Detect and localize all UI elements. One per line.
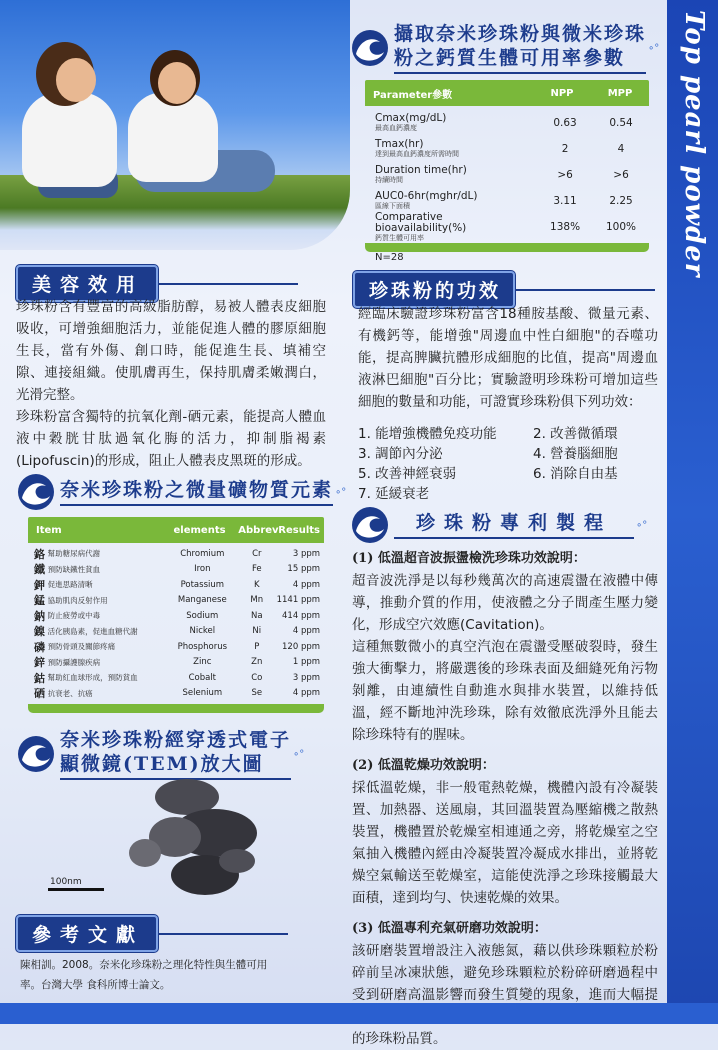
header-npp: NPP [550, 87, 574, 99]
mineral-row [34, 546, 320, 562]
mineral-row [34, 639, 320, 655]
mineral-element: Phosphorus [177, 641, 228, 652]
mineral-abbrev: Co [251, 672, 263, 683]
parameter-label-zh: 最高血鈣濃度 [375, 124, 417, 132]
patent-title: 珍珠粉專利製程 [394, 511, 634, 539]
mineral-abbrev: Na [250, 610, 263, 621]
parameter-row [375, 136, 649, 162]
mineral-abbrev: Zn [251, 657, 263, 668]
parameter-row [375, 162, 649, 188]
mineral-char: 硒 [34, 687, 45, 701]
mineral-abbrev: Se [251, 688, 263, 699]
parameter-name [375, 191, 537, 211]
header-item: Item [36, 524, 62, 536]
parameter-name [375, 212, 537, 243]
bioavail-title-line1: 攝取奈米珍珠粉與微米珍珠 [394, 23, 647, 45]
patent-step1-title: (1) 低溫超音波振盪檢洗珍珠功效說明： [352, 551, 586, 566]
mineral-result: 4 ppm [292, 626, 321, 637]
reference-line-2: 率。台灣大學 食科所博士論文。 [20, 979, 171, 991]
mineral-element: Manganese [177, 595, 227, 606]
reference-title: 參考文獻 [16, 915, 158, 952]
bioavail-title-line2: 粉之鈣質生體可用率參數 [394, 46, 646, 74]
mineral-element: Cobalt [188, 672, 217, 683]
mineral-abbrev: K [253, 579, 260, 590]
parameter-name [375, 139, 537, 159]
mineral-char: 鐵 [34, 563, 45, 577]
mineral-element: Nickel [189, 626, 216, 637]
patent-text [352, 548, 658, 1050]
mineral-benefit: 預防骨頭及關節疼痛 [47, 642, 116, 652]
function-item: 1. 能增強機體免疫功能 [358, 426, 497, 442]
function-item: 5. 改善神經衰弱 [358, 466, 457, 482]
mineral-result: 414 ppm [282, 610, 321, 621]
bioavail-table [365, 80, 649, 252]
mineral-char: 鉀 [34, 578, 45, 592]
function-item: 3. 調節內分泌 [358, 446, 443, 462]
reference-text [20, 955, 330, 995]
parameter-label-zh: 鈣質生體可用率 [375, 233, 424, 242]
sample-size-note: N=28 [375, 252, 404, 263]
mineral-element: Sodium [186, 610, 219, 621]
parameter-mpp-value: 0.54 [609, 117, 633, 129]
mineral-element: Selenium [182, 688, 223, 699]
functions-intro: 經臨床驗證珍珠粉富含18種胺基酸、微量元素、有機鈣等，能增強"周邊血中性白細胞"的吞噬功能，提高脾臟抗體形成細胞的比值，提高"周邊血液淋巴細胞"百分比；實驗證明珍珠粉可增加這些細胞的數量和功能，可證實珍珠粉俱下列功效： [358, 306, 658, 410]
mineral-row [34, 593, 320, 609]
mineral-abbrev: Mn [250, 595, 264, 606]
parameter-row [375, 110, 649, 136]
tem-title-line2: 顯微鏡(TEM)放大圖 [60, 752, 291, 780]
parameter-label: Cmax(mg/dL) [375, 112, 447, 124]
mineral-result: 15 ppm [287, 564, 321, 575]
bioavail-heading [350, 22, 659, 74]
parameter-mpp-value: >6 [613, 169, 629, 181]
beauty-text [16, 296, 326, 472]
mineral-abbrev: Fe [251, 564, 262, 575]
mineral-result: 4 ppm [292, 688, 321, 699]
mineral-result: 4 ppm [292, 579, 321, 590]
function-item: 6. 消除自由基 [533, 466, 618, 482]
reference-line-1: 陳相訓。2008。奈米化珍珠粉之理化特性與生體可用 [20, 959, 268, 971]
mineral-benefit: 活化胰島素，促進血糖代謝 [47, 626, 138, 636]
bottom-bar [0, 1003, 718, 1024]
function-item: 4. 營養腦細胞 [533, 446, 618, 462]
functions-title: 珍珠粉的功效 [353, 271, 515, 308]
mineral-row [34, 670, 320, 686]
parameter-label: Duration time(hr) [375, 164, 467, 176]
mineral-row [34, 686, 320, 702]
header-abbrev: Abbrev [238, 524, 279, 536]
mineral-row [34, 608, 320, 624]
parameter-mpp-value: 100% [605, 221, 637, 233]
mineral-benefit: 預防攝護腺疾病 [47, 657, 101, 667]
bubbles-icon: ∘° [335, 486, 347, 498]
wave-icon [350, 505, 390, 545]
tem-title-line1: 奈米珍珠粉經穿透式電子 [60, 729, 292, 751]
patent-heading [350, 505, 647, 545]
parameter-name [375, 165, 537, 185]
patent-step3-title: (3) 低溫專利充氣研磨功效說明： [352, 921, 547, 936]
wave-icon [16, 734, 56, 774]
function-item: 2. 改善微循環 [533, 426, 618, 442]
mineral-benefit: 幫助紅血球形成，預防貧血 [47, 673, 138, 683]
mineral-abbrev: Ni [252, 626, 262, 637]
beauty-title: 美容效用 [16, 265, 158, 302]
mineral-result: 3 ppm [292, 672, 321, 683]
functions-list [358, 424, 673, 504]
mineral-char: 鈉 [34, 609, 45, 623]
mineral-result: 120 ppm [282, 641, 321, 652]
parameter-npp-value: 3.11 [553, 195, 577, 207]
patent-step2-para: 採低溫乾燥，非一般電熱乾燥，機體內設有冷凝裝置、加熱器、送風扇，其回溫裝置為壓縮機之散熱裝置，機體置於乾燥室相連通之旁，將乾燥室之空氣抽入機體內經由冷凝裝置冷凝成水排出，並將乾燥空氣輸送至乾燥室，這能使洗淨之珍珠接觸最大面積，達到均勻、快速乾燥的效果。 [352, 780, 658, 906]
patent-step2-title: (2) 低溫乾燥功效說明： [352, 758, 495, 773]
mineral-result: 3 ppm [292, 548, 321, 559]
scale-bar [48, 888, 104, 891]
mineral-element: Potassium [180, 579, 225, 590]
mineral-row [34, 577, 320, 593]
mineral-row [34, 624, 320, 640]
beauty-paragraph-2: 珍珠粉富含獨特的抗氧化劑-硒元素，能提高人體血液中穀胱甘肽過氧化脢的活力，抑制脂褐素(Lipofuscin)的形成，阻止人體表皮黑斑的形成。 [16, 409, 326, 469]
patent-step1-para1: 超音波洗淨是以每秒幾萬次的高速震盪在液體中傳導，推動介質的作用，使液體之分子間產生壓力變化，形成空穴效應(Cavitation)。 [352, 573, 658, 633]
mineral-element: Chromium [180, 548, 225, 559]
minerals-heading [16, 472, 346, 512]
header-mpp: MPP [607, 87, 633, 99]
header-elements: elements [173, 524, 226, 536]
mineral-char: 鉻 [34, 547, 45, 561]
tem-heading [16, 728, 304, 780]
parameter-npp-value: 138% [550, 221, 581, 233]
parameter-label: Comparative bioavailability(%) [375, 210, 467, 234]
mineral-result: 1141 ppm [276, 595, 321, 606]
reference-heading [16, 915, 288, 952]
parameter-label-zh: 區線下面積 [375, 202, 410, 210]
parameter-label-zh: 持續時間 [375, 176, 403, 184]
tem-image [125, 775, 275, 905]
minerals-title: 奈米珍珠粉之微量礦物質元素 [60, 478, 333, 506]
mineral-benefit: 幫助糖尿病代謝 [47, 549, 101, 559]
parameter-label: Tmax(hr) [375, 138, 424, 150]
wave-icon [16, 472, 56, 512]
bubbles-icon: ∘° [648, 42, 660, 54]
mineral-benefit: 抗衰老、抗癌 [47, 688, 93, 698]
header-results: Results [278, 524, 320, 536]
mineral-row [34, 562, 320, 578]
bubbles-icon: ∘° [293, 748, 305, 760]
mineral-element: Iron [194, 564, 211, 575]
parameter-label-zh: 達到最高血鈣濃度所需時間 [375, 150, 459, 158]
bioavail-table-header [365, 80, 649, 106]
parameter-npp-value: >6 [557, 169, 573, 181]
mineral-abbrev: Cr [252, 548, 262, 559]
parameter-npp-value: 0.63 [553, 117, 577, 129]
mineral-benefit: 促進思路清晰 [47, 580, 93, 590]
header-parameter: Parameter參數 [373, 89, 453, 101]
mineral-result: 1 ppm [292, 657, 321, 668]
minerals-table-header [28, 517, 324, 543]
wave-icon [350, 28, 390, 68]
mineral-benefit: 預防缺鐵性貧血 [47, 564, 101, 574]
side-banner [667, 0, 718, 1024]
bubbles-icon: ∘° [636, 519, 648, 531]
mineral-char: 鋅 [34, 656, 45, 670]
mineral-char: 錳 [34, 594, 45, 608]
mineral-row [34, 655, 320, 671]
mineral-benefit: 防止疲勞或中毒 [47, 611, 101, 621]
parameter-row [375, 210, 649, 242]
parameter-npp-value: 2 [561, 143, 569, 155]
parameter-name [375, 113, 537, 133]
function-item: 7. 延緩衰老 [358, 486, 430, 502]
beauty-paragraph-1: 珍珠粉含有豐富的高級脂肪醇，易被人體表皮細胞吸收，可增強細胞活力，並能促進人體的膠原細胞生長，當有外傷、創口時，能促進生長、填補空隙、連接組織。使肌膚再生，保持肌膚柔嫩潤白，光滑完整。 [16, 299, 326, 403]
scale-label: 100nm [50, 877, 82, 887]
parameter-mpp-value: 4 [617, 143, 625, 155]
side-title: Top pearl powder [679, 10, 709, 278]
patent-step1-para2: 這種無數微小的真空汽泡在震盪受壓破裂時，發生強大衝擊力，將嚴選後的珍珠表面及細縫死角污物剝離，由連續性自動進水與排水裝置，以維持低溫，經不斷地沖洗珍珠，除有效徹底洗淨外且能去除珍珠特有的腥味。 [352, 639, 658, 743]
mineral-char: 鎳 [34, 625, 45, 639]
mineral-abbrev: P [254, 641, 260, 652]
mineral-char: 鈷 [34, 671, 45, 685]
parameter-label: AUC0-6hr(mghr/dL) [375, 190, 478, 202]
mineral-benefit: 協助肌肉反射作用 [47, 595, 108, 605]
patent-step3-para: 該研磨裝置增設注入液態氮，藉以供珍珠顆粒於粉碎前呈冰凍狀態，避免珍珠顆粒於粉碎研磨過程中受到研磨高溫影響而發生質變的現象，進而大幅提 的珍珠粉品質。 [352, 943, 658, 1047]
minerals-table [28, 517, 324, 713]
girls-photo [0, 0, 350, 250]
mineral-char: 磷 [34, 640, 45, 654]
mineral-element: Zinc [193, 657, 212, 668]
parameter-mpp-value: 2.25 [609, 195, 633, 207]
